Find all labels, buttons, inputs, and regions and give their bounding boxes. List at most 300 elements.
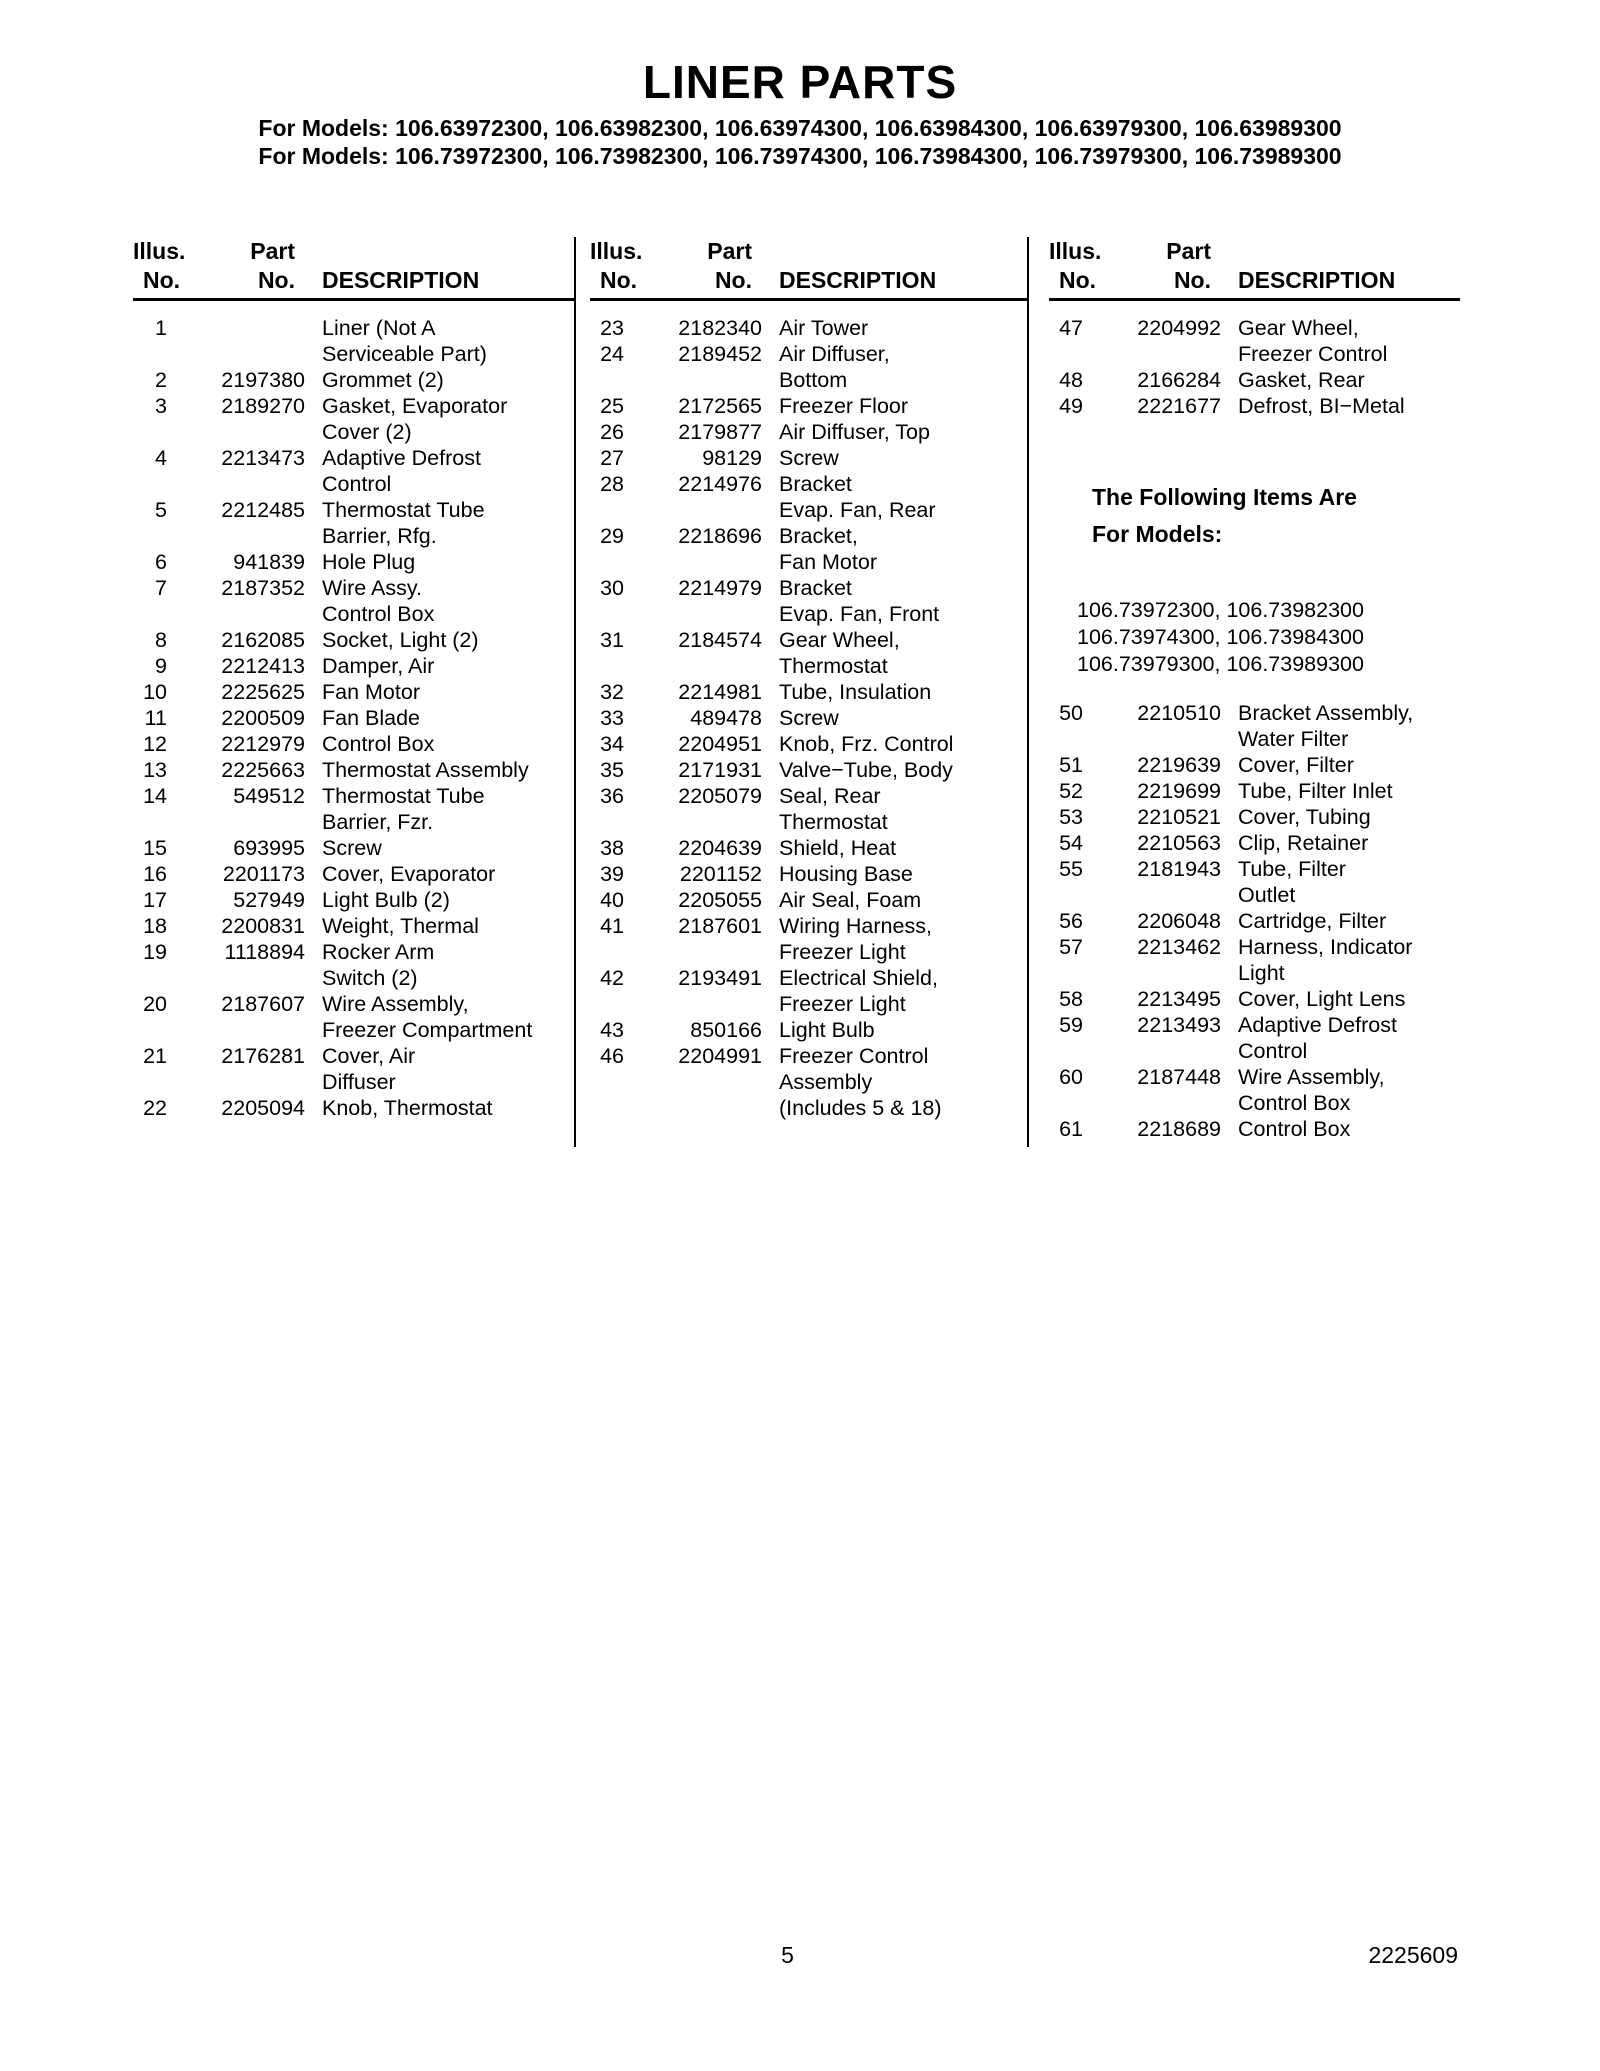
part-no-cell: 2187607 [221, 992, 305, 1016]
table-row [1049, 393, 1460, 419]
description-cell [322, 861, 495, 887]
description-line: Light [1238, 961, 1285, 985]
description-line: Air Tower [779, 316, 869, 340]
table-row [1049, 934, 1460, 986]
part-no-cell: 2225663 [221, 758, 305, 782]
note-model-line: 106.73974300, 106.73984300 [1077, 625, 1364, 649]
table-row [590, 471, 1027, 523]
table-row [1049, 1116, 1460, 1142]
description-cell [322, 497, 485, 549]
illus-no-cell: 8 [155, 628, 167, 652]
part-no-cell: 1118894 [224, 940, 305, 964]
description-line: Hole Plug [322, 550, 416, 574]
parts-column-2 [574, 237, 1027, 1147]
description-line: Weight, Thermal [322, 914, 479, 938]
note-heading [1092, 479, 1460, 553]
description-line: Bracket [779, 472, 852, 496]
table-row [1049, 908, 1460, 934]
part-no-cell: 2187601 [678, 914, 762, 938]
part-no-cell: 2204639 [678, 836, 762, 860]
table-row [1049, 778, 1460, 804]
part-no-cell: 2218689 [1137, 1117, 1221, 1141]
part-no-cell: 2187352 [221, 576, 305, 600]
description-line: Thermostat Assembly [322, 758, 529, 782]
description-cell [1238, 908, 1386, 934]
part-no-cell: 527949 [233, 888, 305, 912]
part-no-cell [167, 315, 305, 367]
table-row [590, 315, 1027, 341]
description-cell [779, 627, 900, 679]
description-cell [779, 731, 953, 757]
description-line: Water Filter [1238, 727, 1349, 751]
description-cell [779, 393, 908, 419]
illus-no-cell: 15 [143, 836, 167, 860]
page-number: 5 [781, 1942, 794, 1968]
description-line: Grommet (2) [322, 368, 444, 392]
description-line: Bracket, [779, 524, 858, 548]
table-row [590, 913, 1027, 965]
description-line: Adaptive Defrost [322, 446, 481, 470]
description-cell [779, 861, 913, 887]
models-line-2: For Models: 106.73972300, 106.73982300, 106.73974300, 106.73984300, 106.73979300, 106.73989300 [258, 143, 1342, 169]
description-cell [1238, 934, 1412, 986]
description-line: Screw [779, 446, 839, 470]
column-header [133, 237, 574, 301]
table-row [590, 835, 1027, 861]
description-cell [322, 679, 420, 705]
description-line: Freezer Control [779, 1044, 929, 1068]
description-cell [1238, 700, 1413, 752]
table-row [1049, 700, 1460, 752]
description-cell [322, 445, 481, 497]
description-cell [322, 1095, 493, 1121]
description-cell [779, 1017, 875, 1043]
description-line: Harness, Indicator [1238, 935, 1413, 959]
description-line: Control Box [1238, 1091, 1351, 1115]
part-no-cell: 2184574 [678, 628, 762, 652]
table-row [590, 887, 1027, 913]
table-row [133, 887, 574, 913]
description-cell [779, 757, 953, 783]
part-no-cell: 2181943 [1137, 857, 1221, 881]
part-no-cell: 2197380 [221, 368, 305, 392]
header-illus-label: Illus. [590, 238, 643, 264]
illus-no-cell: 47 [1059, 316, 1083, 340]
table-row [1049, 856, 1460, 908]
part-no-cell: 2210510 [1137, 701, 1221, 725]
table-row [133, 835, 574, 861]
illus-no-cell: 25 [600, 394, 624, 418]
illus-no-cell: 13 [143, 758, 167, 782]
illus-no-cell: 17 [143, 888, 167, 912]
illus-no-cell: 1 [155, 316, 167, 340]
table-row [590, 965, 1027, 1017]
description-cell [779, 419, 930, 445]
description-line: Cover, Air [322, 1044, 416, 1068]
doc-number: 2225609 [1368, 1942, 1458, 1968]
description-cell [779, 783, 888, 835]
parts-column-3 [1027, 237, 1460, 1147]
description-line: Adaptive Defrost [1238, 1013, 1397, 1037]
description-cell [1238, 986, 1405, 1012]
illus-no-cell: 43 [600, 1018, 624, 1042]
description-cell [779, 445, 839, 471]
table-row [133, 549, 574, 575]
description-line: Housing Base [779, 862, 913, 886]
description-line: Socket, Light (2) [322, 628, 479, 652]
table-row [1049, 752, 1460, 778]
illus-no-cell: 11 [144, 706, 167, 730]
parts-column-1 [115, 237, 574, 1147]
rows-column-3 [1049, 315, 1460, 1142]
description-cell [779, 679, 931, 705]
part-no-cell: 2213493 [1137, 1013, 1221, 1037]
illus-no-cell: 61 [1059, 1117, 1083, 1141]
description-cell [779, 471, 936, 523]
description-cell [779, 965, 938, 1017]
illus-no-cell: 26 [600, 420, 624, 444]
illus-no-cell: 50 [1059, 701, 1083, 725]
part-no-cell: 2213462 [1137, 935, 1221, 959]
illus-no-cell: 54 [1059, 831, 1083, 855]
description-line: Rocker Arm [322, 940, 435, 964]
note-heading-line: The Following Items Are [1092, 484, 1357, 510]
table-row [590, 731, 1027, 757]
description-line: Outlet [1238, 883, 1296, 907]
part-no-cell: 2212413 [221, 654, 305, 678]
column-header [1049, 237, 1460, 301]
description-line: Air Diffuser, Top [779, 420, 930, 444]
part-no-cell: 2193491 [678, 966, 762, 990]
header-part-no [1121, 237, 1221, 295]
description-line: Cover, Filter [1238, 753, 1354, 777]
table-row [133, 1095, 574, 1121]
description-cell [322, 575, 434, 627]
description-cell [779, 575, 939, 627]
description-line: Electrical Shield, [779, 966, 938, 990]
description-cell [1238, 1116, 1350, 1142]
description-line: Cover, Tubing [1238, 805, 1371, 829]
illus-no-cell: 20 [143, 992, 167, 1016]
illus-no-cell: 16 [143, 862, 167, 886]
table-row [590, 627, 1027, 679]
description-line: Control [322, 472, 392, 496]
description-cell [1238, 367, 1365, 393]
header-part-label: Part [707, 238, 752, 264]
description-line: Bracket Assembly, [1238, 701, 1414, 725]
description-line: Air Diffuser, [779, 342, 890, 366]
description-line: Barrier, Fzr. [322, 810, 434, 834]
description-line: Air Seal, Foam [779, 888, 922, 912]
table-row [1049, 986, 1460, 1012]
illus-no-cell: 38 [600, 836, 624, 860]
illus-no-cell: 36 [600, 784, 624, 808]
part-no-cell: 2225625 [221, 680, 305, 704]
part-no-cell: 2206048 [1137, 909, 1221, 933]
description-line: Wire Assembly, [322, 992, 469, 1016]
illus-no-cell: 5 [155, 498, 167, 522]
part-no-cell: 549512 [233, 784, 305, 808]
illus-no-cell: 58 [1059, 987, 1083, 1011]
illus-no-cell: 31 [600, 628, 624, 652]
part-no-cell: 2189452 [678, 342, 762, 366]
illus-no-cell: 33 [600, 706, 624, 730]
table-row [133, 991, 574, 1043]
description-line: Evap. Fan, Front [779, 602, 940, 626]
part-no-cell: 2219699 [1137, 779, 1221, 803]
description-cell [322, 913, 479, 939]
description-line: Evap. Fan, Rear [779, 498, 936, 522]
description-line: Switch (2) [322, 966, 418, 990]
table-row [590, 1043, 1027, 1121]
table-row [133, 939, 574, 991]
table-row [590, 575, 1027, 627]
part-no-cell: 2213495 [1137, 987, 1221, 1011]
description-line: Gasket, Rear [1238, 368, 1365, 392]
header-part-label: Part [1166, 238, 1211, 264]
illus-no-cell: 14 [143, 784, 167, 808]
illus-no-cell: 2 [155, 368, 167, 392]
description-cell [1238, 1012, 1397, 1064]
part-no-cell: 2171931 [678, 758, 762, 782]
description-cell [779, 1043, 942, 1121]
table-row [590, 861, 1027, 887]
description-cell [1238, 856, 1346, 908]
description-line: Screw [779, 706, 839, 730]
description-line: Gasket, Evaporator [322, 394, 508, 418]
table-row [1049, 1012, 1460, 1064]
description-line: Thermostat Tube [322, 784, 485, 808]
table-row [1049, 367, 1460, 393]
illus-no-cell: 34 [600, 732, 624, 756]
description-cell [322, 653, 434, 679]
part-no-cell: 2214979 [678, 576, 762, 600]
header-part-no [205, 237, 305, 295]
header-part-no-label: No. [257, 267, 295, 293]
description-line: Control Box [1238, 1117, 1351, 1141]
description-cell [1238, 804, 1371, 830]
illus-no-cell: 59 [1059, 1013, 1083, 1037]
part-no-cell: 2219639 [1137, 753, 1221, 777]
description-line: Freezer Light [779, 940, 906, 964]
header-illus-no-label: No. [143, 267, 181, 293]
table-row [590, 419, 1027, 445]
illus-no-cell: 55 [1059, 857, 1083, 881]
illus-no-cell: 53 [1059, 805, 1083, 829]
description-line: Gear Wheel, [1238, 316, 1359, 340]
table-row [590, 393, 1027, 419]
illus-no-cell: 42 [600, 966, 624, 990]
table-row [590, 679, 1027, 705]
table-row [133, 731, 574, 757]
description-cell [1238, 1064, 1385, 1116]
description-cell [322, 731, 434, 757]
description-line: Wire Assembly, [1238, 1065, 1385, 1089]
description-line: Freezer Compartment [322, 1018, 533, 1042]
illus-no-cell: 10 [143, 680, 167, 704]
illus-no-cell: 6 [155, 550, 167, 574]
description-line: Tube, Insulation [779, 680, 932, 704]
part-no-cell: 2189270 [221, 394, 305, 418]
description-line: Damper, Air [322, 654, 435, 678]
table-row [590, 1017, 1027, 1043]
table-row [133, 315, 574, 367]
part-no-cell: 2200831 [221, 914, 305, 938]
description-line: Cartridge, Filter [1238, 909, 1387, 933]
description-line: Thermostat [779, 654, 888, 678]
illus-no-cell: 9 [155, 654, 167, 678]
part-no-cell: 2162085 [221, 628, 305, 652]
description-line: Fan Motor [322, 680, 420, 704]
illus-no-cell: 19 [143, 940, 167, 964]
description-line: Bottom [779, 368, 848, 392]
description-line: Shield, Heat [779, 836, 897, 860]
illus-no-cell: 39 [600, 862, 624, 886]
description-line: Valve−Tube, Body [779, 758, 953, 782]
part-no-cell: 941839 [233, 550, 305, 574]
part-no-cell: 98129 [702, 446, 762, 470]
description-line: Serviceable Part) [322, 342, 487, 366]
description-line: Liner (Not A [322, 316, 436, 340]
part-no-cell: 2201152 [679, 862, 762, 886]
description-cell [322, 783, 485, 835]
illus-no-cell: 3 [155, 394, 167, 418]
illus-no-cell: 24 [600, 342, 624, 366]
illus-no-cell: 30 [600, 576, 624, 600]
description-cell [1238, 830, 1368, 856]
part-no-cell: 2210563 [1137, 831, 1221, 855]
table-row [133, 393, 574, 445]
note-heading-line: For Models: [1092, 521, 1223, 547]
illus-no-cell: 22 [143, 1096, 167, 1120]
part-no-cell: 2210521 [1137, 805, 1221, 829]
description-line: Knob, Frz. Control [779, 732, 954, 756]
part-no-cell: 2214976 [678, 472, 762, 496]
part-no-cell: 2204992 [1137, 316, 1221, 340]
header-part-label: Part [250, 238, 295, 264]
illus-no-cell: 46 [600, 1044, 624, 1068]
description-line: Wiring Harness, [779, 914, 932, 938]
description-cell [322, 367, 444, 393]
illus-no-cell: 12 [143, 732, 167, 756]
table-row [1049, 830, 1460, 856]
illus-no-cell: 35 [600, 758, 624, 782]
illus-no-cell: 52 [1059, 779, 1083, 803]
part-no-cell: 2182340 [678, 316, 762, 340]
header-illus-no [133, 237, 205, 295]
table-row [133, 913, 574, 939]
description-line: Thermostat [779, 810, 888, 834]
header-part-no-label: No. [1173, 267, 1211, 293]
rows-column-2 [590, 315, 1027, 1121]
description-line: Wire Assy. [322, 576, 422, 600]
description-line: Barrier, Rfg. [322, 524, 437, 548]
page-title: LINER PARTS [642, 56, 958, 108]
description-cell [322, 315, 487, 367]
table-row [133, 1043, 574, 1095]
description-line: Light Bulb [779, 1018, 875, 1042]
illus-no-cell: 32 [600, 680, 624, 704]
table-row [1049, 315, 1460, 367]
illus-no-cell: 21 [143, 1044, 167, 1068]
parts-table [115, 237, 1460, 1147]
description-line: Light Bulb (2) [322, 888, 450, 912]
description-line: Thermostat Tube [322, 498, 485, 522]
description-cell [779, 913, 932, 965]
part-no-cell: 2204991 [678, 1044, 762, 1068]
description-line: Tube, Filter Inlet [1238, 779, 1393, 803]
description-line: Bracket [779, 576, 852, 600]
column-header [590, 237, 1027, 301]
header-part-no [662, 237, 762, 295]
table-row [133, 861, 574, 887]
part-no-cell: 2212485 [221, 498, 305, 522]
table-row [133, 445, 574, 497]
description-cell [322, 835, 382, 861]
description-line: Knob, Thermostat [322, 1096, 493, 1120]
description-cell [1238, 393, 1405, 419]
header-illus-no [590, 237, 662, 295]
illus-no-cell: 23 [600, 316, 624, 340]
description-line: Freezer Light [779, 992, 906, 1016]
description-line: Seal, Rear [779, 784, 881, 808]
description-cell [322, 991, 532, 1043]
description-line: Tube, Filter [1238, 857, 1346, 881]
table-row [590, 757, 1027, 783]
description-line: Control Box [322, 732, 435, 756]
description-cell [1238, 752, 1354, 778]
description-line: Gear Wheel, [779, 628, 900, 652]
table-row [1049, 1064, 1460, 1116]
description-cell [1238, 778, 1393, 804]
illus-no-cell: 41 [600, 914, 624, 938]
part-no-cell: 693995 [233, 836, 305, 860]
note-model-list [1077, 597, 1460, 678]
illus-no-cell: 49 [1059, 394, 1083, 418]
description-line: Freezer Floor [779, 394, 909, 418]
description-cell [322, 1043, 415, 1095]
table-row [1049, 804, 1460, 830]
description-line: Screw [322, 836, 382, 860]
part-no-cell: 2212979 [221, 732, 305, 756]
table-row [133, 627, 574, 653]
description-cell [322, 887, 450, 913]
header-illus-no-label: No. [600, 267, 638, 293]
part-no-cell: 2166284 [1137, 368, 1221, 392]
table-row [133, 757, 574, 783]
description-line: Clip, Retainer [1238, 831, 1369, 855]
table-row [133, 705, 574, 731]
part-no-cell: 2205094 [221, 1096, 305, 1120]
table-row [590, 445, 1027, 471]
description-line: Freezer Control [1238, 342, 1388, 366]
illus-no-cell: 27 [600, 446, 624, 470]
part-no-cell: 2179877 [678, 420, 762, 444]
description-cell [322, 705, 420, 731]
part-no-cell: 2172565 [678, 394, 762, 418]
description-line: Fan Motor [779, 550, 877, 574]
part-no-cell: 2200509 [221, 706, 305, 730]
description-cell [779, 315, 868, 341]
description-line: Fan Blade [322, 706, 421, 730]
description-cell [779, 523, 877, 575]
description-cell [322, 757, 529, 783]
part-no-cell: 2221677 [1137, 394, 1221, 418]
part-no-cell: 2187448 [1137, 1065, 1221, 1089]
part-no-cell: 850166 [690, 1018, 762, 1042]
part-no-cell: 2213473 [221, 446, 305, 470]
header-description: DESCRIPTION [322, 267, 480, 293]
